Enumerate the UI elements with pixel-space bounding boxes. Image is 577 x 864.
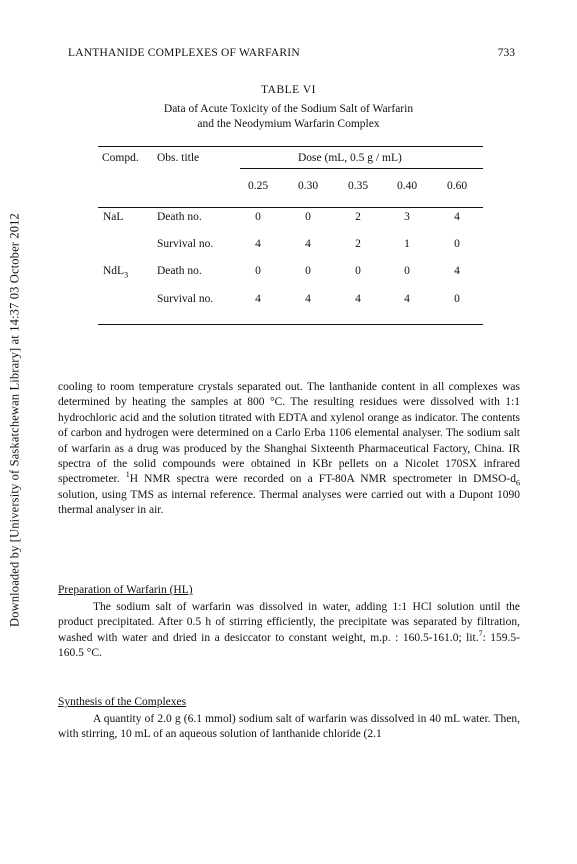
row-value: 4 [454,211,460,223]
header-obs-title: Obs. title [157,152,200,164]
row-value: 2 [355,238,361,250]
row-value: 4 [454,265,460,277]
paragraph-text [58,600,520,662]
paragraph-text [58,380,520,519]
row-value: 4 [255,238,261,250]
row-obs: Death no. [157,211,202,223]
row-value: 4 [305,293,311,305]
running-head: LANTHANIDE COMPLEXES OF WARFARIN [68,47,300,59]
row-value: 0 [255,265,261,277]
row-value: 2 [355,211,361,223]
row-value: 0 [454,238,460,250]
row-value: 0 [255,211,261,223]
body-paragraph-2 [58,600,520,662]
body-paragraph-3 [58,712,520,743]
row-value: 0 [305,211,311,223]
download-watermark [6,160,24,680]
row-compd: NaL [103,211,124,223]
row-value: 0 [305,265,311,277]
dose-header-rule [240,168,483,169]
dose-value: 0.60 [446,180,468,192]
table-bottom-rule [98,324,483,325]
dose-value: 0.40 [396,180,418,192]
table-top-rule [98,146,483,147]
dose-value: 0.30 [297,180,319,192]
row-compd-text: NdL [103,265,125,277]
header-dose: Dose (mL, 0.5 g / mL) [298,152,402,164]
superscript: 1 [125,470,130,480]
row-value: 4 [305,238,311,250]
paragraph-text: A quantity of 2.0 g (6.1 mmol) sodium salt of warfarin was dissolved in 40 mL water. Then, with stirring, 10 mL of an aqueous solution of lanthanide chloride (2.1 [58,713,520,741]
row-value: 0 [454,293,460,305]
table-caption [0,102,577,132]
table-caption-line-1: Data of Acute Toxicity of the Sodium Salt of Warfarin [163,103,414,115]
table-label: TABLE VI [261,84,316,96]
superscript: 7 [478,628,483,638]
row-value: 3 [404,211,410,223]
table-header-rule [98,207,483,208]
page-number: 733 [497,47,515,59]
row-value: 4 [404,293,410,305]
table-caption-line-2: and the Neodymium Warfarin Complex [197,118,380,130]
body-paragraph-1 [58,380,520,519]
header-compd: Compd. [102,152,139,164]
row-compd-subscript: 3 [124,270,129,280]
dose-value: 0.25 [247,180,269,192]
paragraph-text-part: H NMR spectra were recorded on a FT-80A NMR spectrometer in DMSO-d [129,473,516,486]
row-obs: Survival no. [157,293,214,305]
download-watermark-text: Downloaded by [University of Saskatchewan Library] at 14:37 03 October 2012 [7,213,22,627]
section-heading-synthesis: Synthesis of the Complexes [58,696,187,708]
row-value: 4 [355,293,361,305]
row-value: 0 [355,265,361,277]
paragraph-text-part: solution, using TMS as internal reference. Thermal analyses were carried out with a Dupont 1090 thermal analyser in air. [58,488,520,517]
paragraph-text-part: cooling to room temperature crystals separated out. The lanthanide content in all complexes was determined by heating the samples at 800 °C. The resulting residues were dissolved with 1:1 hydrochloric acid and the solution titrated with EDTA and xylenol orange as indicator. The contents of carbon and hydrogen were determined on a Carlo Erba 1106 elemental analyser. The sodium salt of warfarin as a drug was produced by the Shanghai Sixteenth Pharmaceutical Factory, China. IR spectra of the solid compounds were obtained in KBr pellets on a Nicolet 170SX infrared spectrometer. [58,381,520,486]
section-heading-preparation: Preparation of Warfarin (HL) [58,584,193,596]
row-obs: Survival no. [157,238,214,250]
paragraph-text-part: : 159.5-160.5 °C. [58,631,521,660]
row-value: 4 [255,293,261,305]
row-compd [103,265,129,280]
row-value: 0 [404,265,410,277]
row-value: 1 [404,238,410,250]
row-obs: Death no. [157,265,202,277]
subscript: 6 [515,478,520,488]
paragraph-text-part: The sodium salt of warfarin was dissolved in water, adding 1:1 HCl solution until the product precipitated. After 0.5 h of stirring efficiently, the precipitate was separated by filtration, washed with water and dried in a desiccator to constant weight, m.p. : 160.5-161.0; lit. [58,601,520,644]
dose-value: 0.35 [347,180,369,192]
